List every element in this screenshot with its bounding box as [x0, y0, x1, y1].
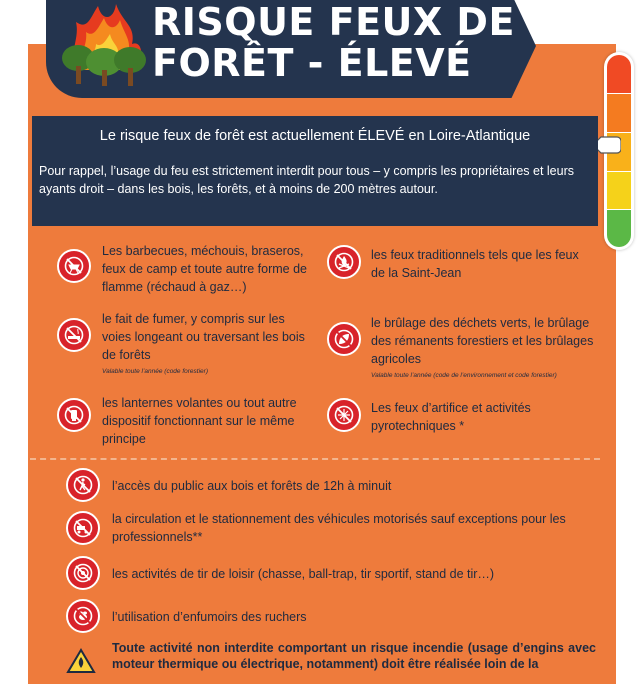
leaf-icon	[327, 322, 361, 356]
title-line-1: RISQUE FEUX DE	[152, 0, 515, 44]
info-text: Pour rappel, l’usage du feu est strictement interdit pour tous – y compris les propriétaires et leurs ayants droit – dans les bois, les forêts, et à moins de 200 mètres autour.	[39, 164, 574, 196]
restriction-motor-vehicles: la circulation et le stationnement des véhicules motorisés sauf exceptions pour les professionnels**	[112, 512, 566, 544]
meter-segment-very-high	[607, 55, 631, 93]
cigarette-icon	[57, 318, 91, 352]
barbecue-icon	[57, 249, 91, 283]
meter-segment-low	[607, 210, 631, 247]
prohibition-note: Valable toute l’année (code forestier)	[102, 368, 208, 375]
prohibition-text: les feux traditionnels tels que les feux de la Saint-Jean	[371, 248, 579, 280]
prohibition-text: le brûlage des déchets verts, le brûlage des rémanents forestiers et les brûlages agricoles	[371, 316, 594, 366]
meter-segment-high	[607, 94, 631, 132]
info-box	[32, 116, 598, 226]
title-line-2: FORÊT - ÉLEVÉ	[152, 41, 472, 85]
bonfire-icon	[327, 245, 361, 279]
prohibition-barbecues	[102, 242, 312, 296]
firework-icon	[327, 398, 361, 432]
restriction-bee-smokers: l’utilisation d’enfumoirs des ruchers	[112, 610, 307, 624]
section-divider	[30, 458, 600, 460]
prohibition-sky-lanterns	[102, 394, 317, 448]
prohibition-smoking	[102, 310, 312, 376]
pedestrian-icon	[66, 468, 100, 502]
prohibition-traditional-fires	[371, 246, 581, 282]
prohibition-fireworks	[371, 399, 571, 435]
info-headline: Le risque feux de forêt est actuellement ÉLEVÉ en Loire-Atlantique	[99, 128, 531, 144]
prohibition-text: le fait de fumer, y compris sur les voies longeant ou traversant les bois de forêts	[102, 312, 305, 362]
forest-fire-illustration	[58, 0, 150, 88]
bee-icon	[66, 599, 100, 633]
meter-segment-moderate	[607, 172, 631, 209]
prohibition-green-waste	[371, 314, 601, 380]
lantern-icon	[57, 398, 91, 432]
page-title	[152, 2, 532, 84]
target-icon	[66, 556, 100, 590]
restriction-public-access: l’accès du public aux bois et forêts de 12h à minuit	[112, 479, 392, 493]
vehicle-icon	[66, 511, 100, 545]
prohibition-text: les lanternes volantes ou tout autre dispositif fonctionnant sur le même principe	[102, 396, 297, 446]
prohibition-text: Les barbecues, méchouis, braseros, feux de camp et toute autre forme de flamme (réchaud à gaz…)	[102, 244, 307, 294]
warning-icon	[66, 648, 96, 674]
prohibition-note: Valable toute l’année (code de l’environnement et code forestier)	[371, 372, 557, 379]
final-notice: Toute activité non interdite comportant un risque incendie (usage d’engins avec moteur thermique ou électrique, notamment) doit être réalisée loin de la	[112, 641, 596, 671]
prohibition-text: Les feux d’artifice et activités pyrotechniques *	[371, 401, 531, 433]
restriction-shooting: les activités de tir de loisir (chasse, ball-trap, tir sportif, stand de tir…)	[112, 567, 495, 581]
